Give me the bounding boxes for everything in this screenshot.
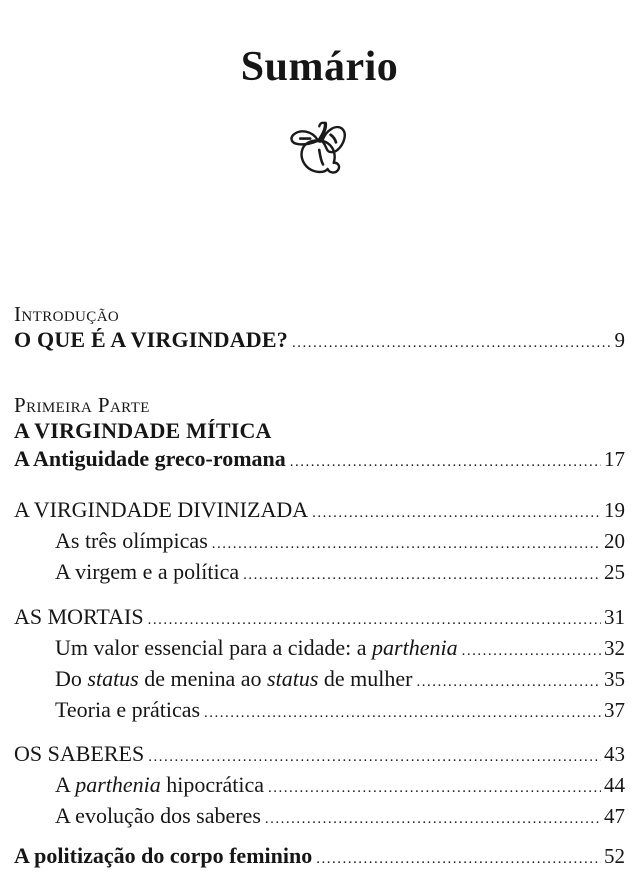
toc-entry-italic-segment: status — [267, 666, 319, 692]
toc — [14, 302, 625, 873]
toc-entry-segment: OS SABERES — [14, 741, 145, 767]
toc-entry-italic-segment: parthenia — [372, 635, 458, 661]
toc-entry-label — [14, 445, 286, 473]
page-number: 35 — [604, 667, 625, 692]
toc-entry — [14, 696, 625, 727]
dot-leader — [290, 448, 601, 476]
toc-entry-segment: A — [55, 772, 76, 798]
ornament — [14, 118, 625, 188]
toc-entry — [14, 740, 625, 771]
toc-entry-segment: AS MORTAIS — [14, 604, 144, 630]
page-number: 43 — [604, 742, 625, 767]
dot-leader — [268, 774, 601, 802]
toc-entry — [14, 527, 625, 558]
toc-group — [14, 302, 625, 357]
dot-leader — [462, 637, 601, 665]
dot-leader — [312, 499, 601, 527]
toc-entry-label — [14, 417, 272, 445]
toc-entry-segment: A politização do corpo feminino — [14, 843, 313, 869]
toc-entry — [14, 603, 625, 634]
toc-entry-label — [14, 496, 308, 524]
page-number: 9 — [614, 328, 625, 353]
toc-entry-label — [55, 527, 208, 555]
dot-leader — [204, 699, 601, 727]
toc-kicker: Primeira Parte — [14, 393, 150, 418]
toc-entry — [14, 417, 625, 445]
toc-group — [14, 393, 625, 476]
toc-entry-segment: A VIRGINDADE DIVINIZADA — [14, 497, 309, 523]
page-number: 31 — [604, 605, 625, 630]
toc-entry-segment: O QUE É A VIRGINDADE? — [14, 327, 288, 353]
toc-entry — [14, 496, 625, 527]
toc-entry-label — [14, 603, 144, 631]
dot-leader — [316, 845, 601, 873]
toc-entry — [14, 771, 625, 802]
toc-entry-segment: A virgem e a política — [55, 559, 240, 585]
page-number: 52 — [604, 844, 625, 869]
toc-entry-label — [55, 558, 239, 586]
dot-leader — [243, 561, 601, 589]
toc-entry — [14, 802, 625, 833]
toc-entry — [14, 558, 625, 589]
toc-entry-italic-segment: parthenia — [75, 772, 161, 798]
toc-group — [14, 740, 625, 833]
dot-leader — [148, 743, 601, 771]
toc-entry-label — [14, 842, 312, 870]
toc-group — [14, 496, 625, 589]
toc-entry-segment: As três olímpicas — [55, 528, 208, 554]
toc-entry-segment: A Antiguidade greco-romana — [14, 446, 286, 472]
toc-entry-segment: Do — [55, 666, 88, 692]
page-number: 47 — [604, 804, 625, 829]
page-number: 32 — [604, 636, 625, 661]
toc-entry-segment: de menina ao — [138, 666, 268, 692]
toc-entry-label — [55, 665, 413, 693]
toc-group — [14, 842, 625, 873]
toc-kicker: Introdução — [14, 302, 120, 327]
page-number: 25 — [604, 560, 625, 585]
toc-entry — [14, 445, 625, 476]
toc-entry-segment: A evolução dos saberes — [55, 803, 261, 829]
toc-entry-label — [55, 696, 200, 724]
toc-entry-label — [55, 771, 264, 799]
toc-group — [14, 603, 625, 727]
toc-entry-segment: A VIRGINDADE MÍTICA — [14, 418, 272, 444]
toc-entry-segment: hipocrática — [160, 772, 264, 798]
toc-entry-label — [55, 802, 261, 830]
toc-entry — [14, 326, 625, 357]
toc-entry-italic-segment: status — [87, 666, 139, 692]
page-title: Sumário — [240, 44, 399, 91]
toc-entry-segment: Um valor essencial para a cidade: a — [55, 635, 373, 661]
toc-entry-segment: de mulher — [318, 666, 413, 692]
dot-leader — [292, 329, 612, 357]
toc-entry-label — [14, 326, 288, 354]
toc-entry-label — [14, 740, 144, 768]
dot-leader — [265, 805, 601, 833]
toc-entry-segment: Teoria e práticas — [55, 697, 201, 723]
toc-entry — [14, 665, 625, 696]
page-number: 44 — [604, 773, 625, 798]
toc-entry-label — [55, 634, 458, 662]
page-number: 20 — [604, 529, 625, 554]
toc-entry — [14, 634, 625, 665]
dot-leader — [148, 606, 601, 634]
toc-entry — [14, 842, 625, 873]
dot-leader — [212, 530, 601, 558]
page-number: 19 — [604, 498, 625, 523]
page-number: 37 — [604, 698, 625, 723]
page-number: 17 — [604, 447, 625, 472]
fruit-and-leaves-ornament-icon — [282, 118, 358, 188]
dot-leader — [417, 668, 602, 696]
